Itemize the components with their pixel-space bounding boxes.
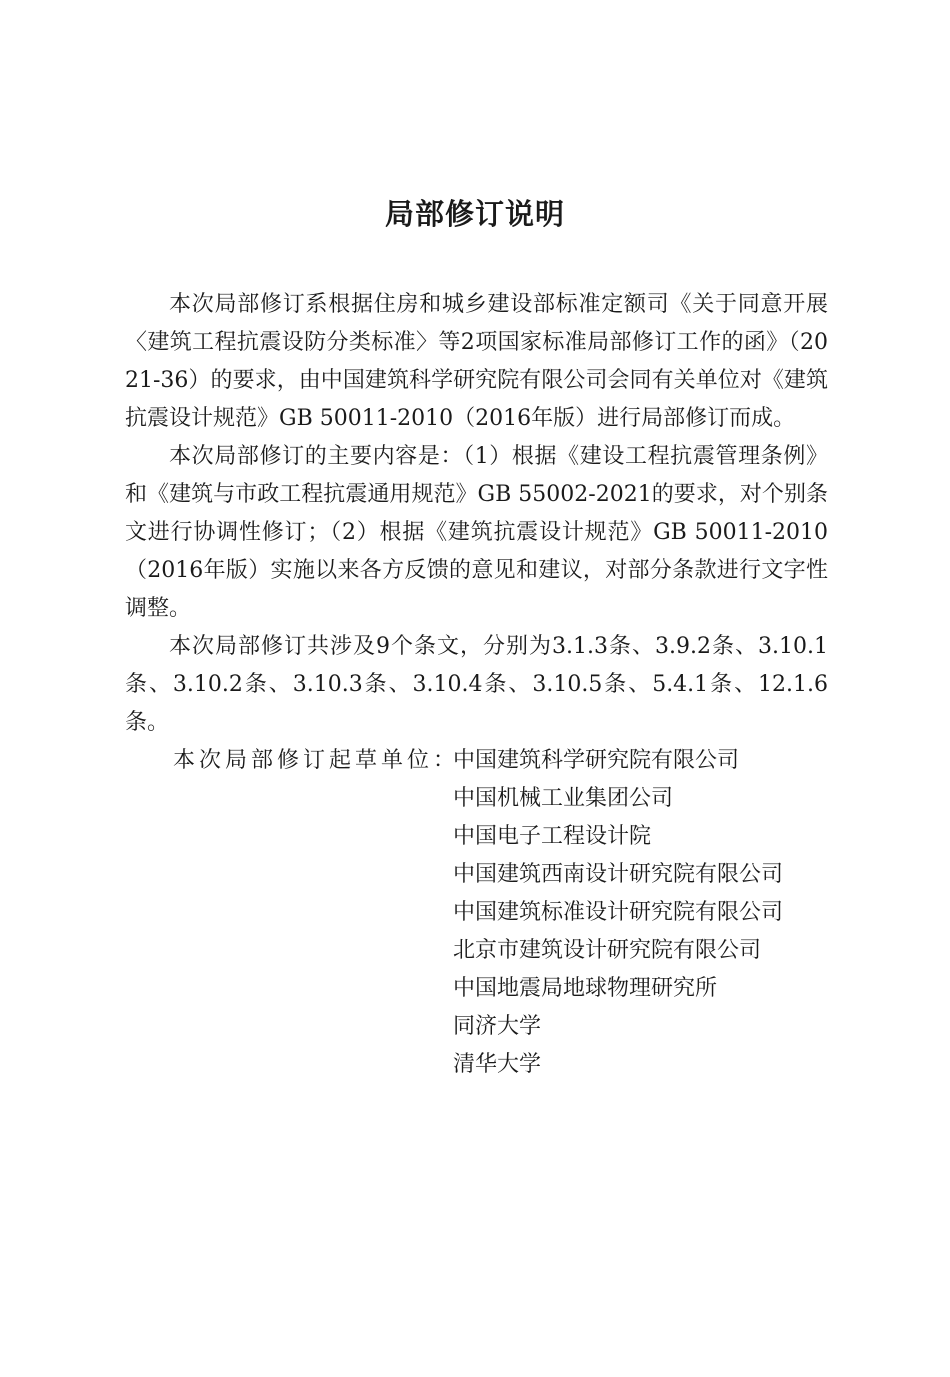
drafting-units	[125, 742, 828, 1084]
drafting-unit: 中国建筑西南设计研究院有限公司	[453, 862, 784, 887]
drafting-unit: 中国机械工业集团公司	[453, 786, 674, 811]
page-title: 局部修订说明	[384, 197, 565, 231]
paragraph-basis: 本次局部修订系根据住房和城乡建设部标准定额司《关于同意开展〈建筑工程抗震设防分类标准〉等2项国家标准局部修订工作的函》（2021-36）的要求，由中国建筑科学研究院有限公司会同有关单位对《建筑抗震设计规范》GB 50011-2010（2016年版）进行局部修订而成。	[125, 292, 828, 431]
drafting-units-label: 本次局部修订起草单位：	[173, 748, 460, 773]
drafting-unit: 同济大学	[453, 1014, 542, 1039]
drafting-unit: 中国建筑标准设计研究院有限公司	[453, 900, 784, 925]
document-body	[125, 286, 828, 1084]
drafting-unit: 中国建筑科学研究院有限公司	[453, 748, 740, 773]
drafting-unit: 中国地震局地球物理研究所	[453, 976, 718, 1001]
paragraph-main-content: 本次局部修订的主要内容是：（1）根据《建设工程抗震管理条例》和《建筑与市政工程抗震通用规范》GB 55002-2021的要求，对个别条文进行协调性修订；（2）根据《建筑抗震设计规范》GB 50011-2010（2016年版）实施以来各方反馈的意见和建议，对部分条款进行文字性调整。	[125, 444, 828, 621]
drafting-unit: 中国电子工程设计院	[453, 824, 652, 849]
paragraph-scope: 本次局部修订共涉及9个条文，分别为3.1.3条、3.9.2条、3.10.1条、3.10.2条、3.10.3条、3.10.4条、3.10.5条、5.4.1条、12.1.6条。	[125, 634, 828, 735]
drafting-unit: 北京市建筑设计研究院有限公司	[453, 938, 762, 963]
drafting-units-list	[453, 742, 828, 1084]
drafting-unit: 清华大学	[453, 1052, 542, 1077]
